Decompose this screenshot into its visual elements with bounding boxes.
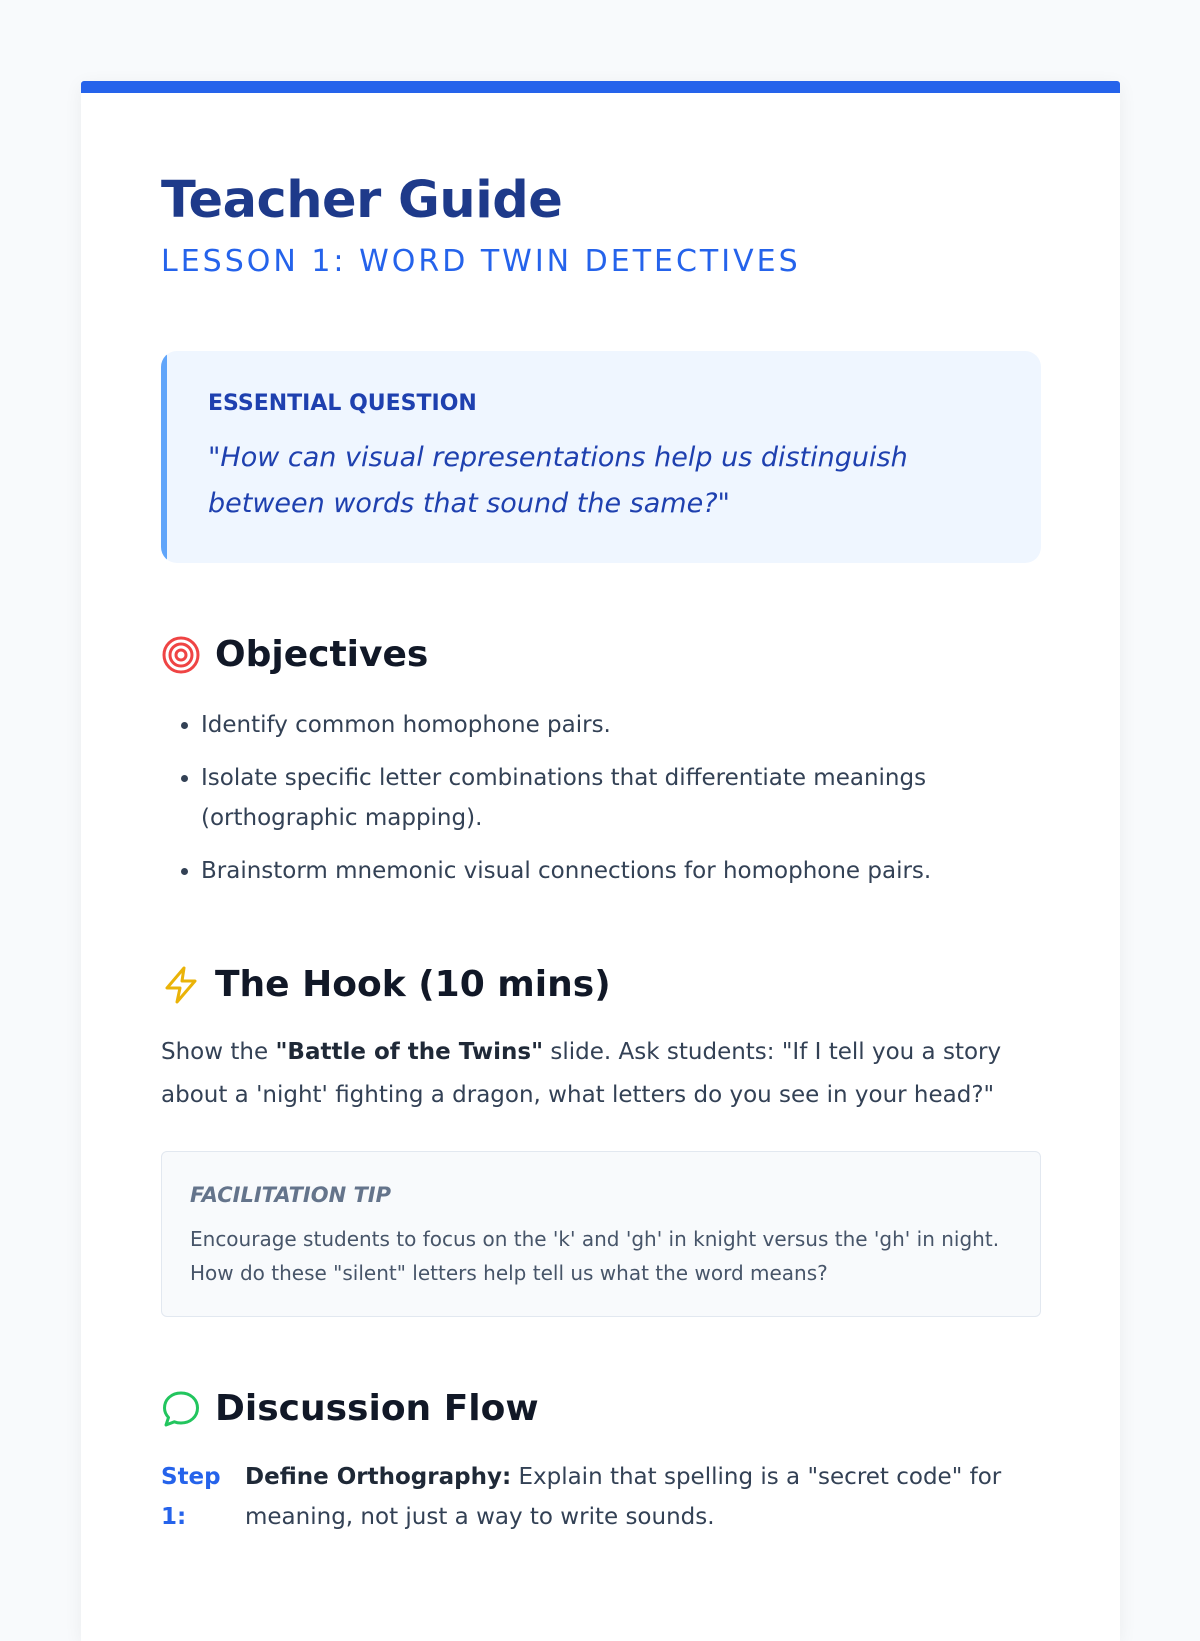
- step-description: Explain that spelling is a "secret code" for meaning, not just a way to write sounds.: [245, 1464, 1002, 1530]
- lesson-subtitle: LESSON 1: WORD TWIN DETECTIVES: [161, 244, 801, 279]
- hook-text-before: Show the: [161, 1039, 276, 1065]
- discussion-heading: [161, 1387, 1041, 1431]
- facilitation-tip-label: FACILITATION TIP: [190, 1183, 392, 1207]
- top-accent-bar: [81, 81, 1120, 93]
- speech-bubble-icon: [161, 1389, 201, 1429]
- discussion-step: [161, 1457, 1041, 1537]
- essential-question-accent: [161, 351, 167, 563]
- objectives-heading: [161, 633, 1041, 677]
- facilitation-tip-text: Encourage students to focus on the 'k' and 'gh' in knight versus the 'gh' in night. How do these "silent" letters help tell us what the word means?: [190, 1227, 1000, 1285]
- objectives-title: Objectives: [215, 634, 429, 675]
- page-title: Teacher Guide: [161, 171, 563, 230]
- hook-text: [161, 1031, 1041, 1117]
- essential-question-text: "How can visual representations help us distinguish between words that sound the same?": [208, 442, 908, 519]
- lightning-icon: [161, 965, 201, 1005]
- objective-item: • Identify common homophone pairs.: [201, 705, 1041, 745]
- facilitation-tip-box: [161, 1151, 1041, 1317]
- hook-text-after: slide. Ask students: "If I tell you a story about a 'night' fighting a dragon, what letters do you see in your head?": [161, 1039, 1002, 1108]
- step-label: Step 1:: [161, 1464, 221, 1530]
- target-icon: [161, 635, 201, 675]
- hook-heading: [161, 963, 1041, 1007]
- hook-title: The Hook (10 mins): [215, 964, 611, 1005]
- guide-content: [161, 171, 1041, 1537]
- essential-question-label: ESSENTIAL QUESTION: [208, 391, 477, 416]
- step-text: [245, 1457, 1041, 1537]
- objective-item: • Brainstorm mnemonic visual connections for homophone pairs.: [201, 851, 1041, 891]
- essential-question-box: [161, 351, 1041, 563]
- step-term: Define Orthography:: [245, 1464, 512, 1490]
- discussion-title: Discussion Flow: [215, 1388, 539, 1429]
- objectives-list: [161, 705, 1041, 891]
- objective-item: • Isolate specific letter combinations that differentiate meanings (orthographic mapping).: [201, 758, 1041, 838]
- guide-card: [81, 81, 1120, 1641]
- hook-slide-name: "Battle of the Twins": [275, 1039, 544, 1065]
